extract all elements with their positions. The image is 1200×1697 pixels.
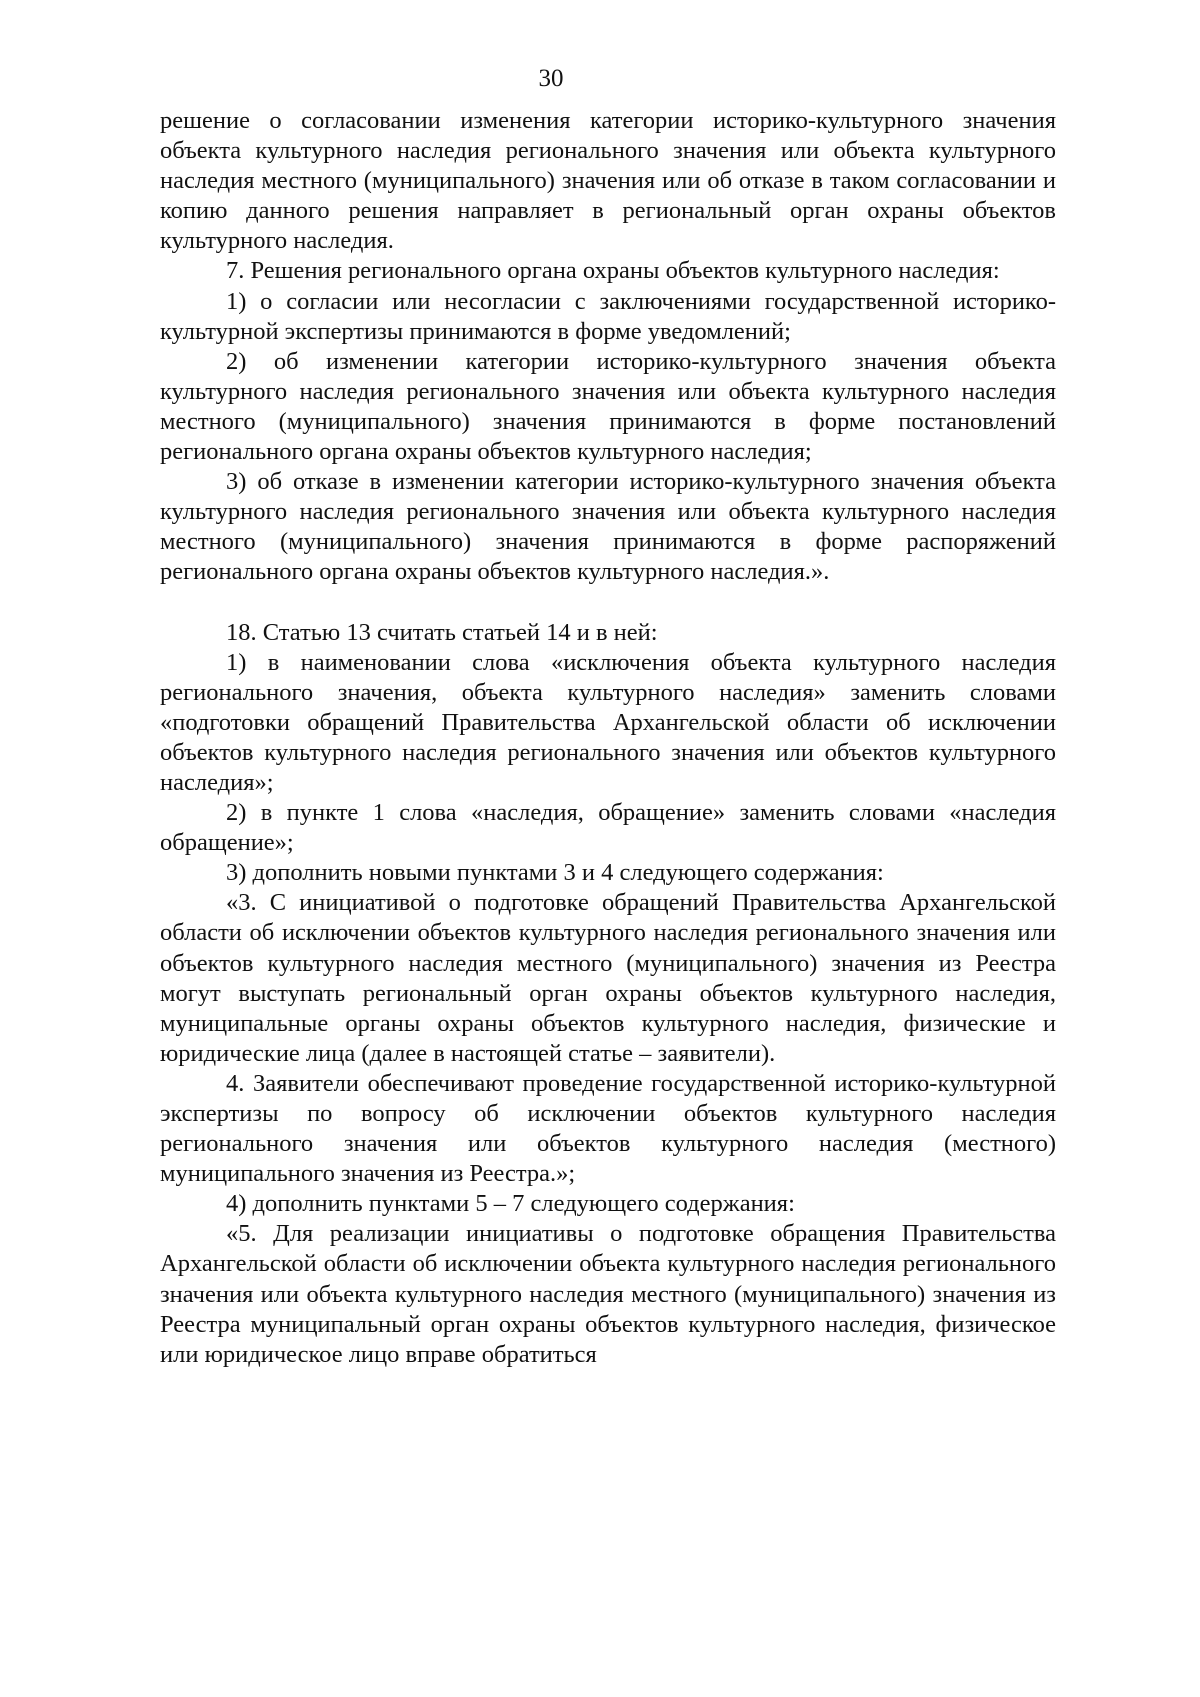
paragraph-item-18: 18. Статью 13 считать статьей 14 и в ней: bbox=[226, 618, 658, 646]
paragraph-item-18-sub-1: 1) в наименовании слова «исключения объекта культурного наследия регионального значения, объекта культурного наследия» заменить словами «подготовки обращений Правительства Архангельской области об исключении объектов культурного наследия регионального значения или объектов культурного наследия»; bbox=[160, 648, 1056, 796]
paragraph-item-18-sub-4: 4) дополнить пунктами 5 – 7 следующего содержания: bbox=[226, 1190, 795, 1218]
paragraph-subitem-1: 1) о согласии или несогласии с заключениями государственной историко-культурной экспертизы принимаются в форме уведомлений; bbox=[160, 287, 1056, 345]
paragraph-continuation: решение о согласовании изменения категории историко-культурного значения объекта культурного наследия регионального значения или объекта культурного наследия местного (муниципального) значения или об отказе в таком согласовании и копию данного решения направляет в региональный орган охраны объектов культурного наследия. bbox=[160, 107, 1056, 255]
paragraph-new-point-4: 4. Заявители обеспечивают проведение государственной историко-культурной экспертизы по вопросу об исключении объектов культурного наследия регионального значения или объектов культурного наследия (местного) муниципального значения из Реестра.»; bbox=[160, 1069, 1056, 1188]
page-number: 30 bbox=[538, 65, 564, 92]
paragraph-new-point-3: «3. С инициативой о подготовке обращений Правительства Архангельской области об исключении объектов культурного наследия регионального значения или объектов культурного наследия местного (муниципального) значения из Реестра могут выступать региональный орган охраны объектов культурного наследия, муниципальные органы охраны объектов культурного наследия, физические и юридические лица (далее в настоящей статье – заявители). bbox=[160, 889, 1056, 1067]
paragraph-subitem-3: 3) об отказе в изменении категории историко-культурного значения объекта культурного наследия регионального значения или объекта культурного наследия местного (муниципального) значения принимаются в форме распоряжений регионального органа охраны объектов культурного наследия.». bbox=[160, 468, 1056, 586]
paragraph-subitem-2: 2) об изменении категории историко-культурного значения объекта культурного наследия регионального значения или объекта культурного наследия местного (муниципального) значения принимаются в форме постановлений регионального органа охраны объектов культурного наследия; bbox=[160, 347, 1056, 466]
paragraph-item-7: 7. Решения регионального органа охраны объектов культурного наследия: bbox=[226, 257, 1000, 285]
paragraph-new-point-5: «5. Для реализации инициативы о подготовке обращения Правительства Архангельской области об исключении объекта культурного наследия регионального значения или объекта культурного наследия местного (муниципального) значения из Реестра муниципальный орган охраны объектов культурного наследия, физическое или юридическое лицо вправе обратиться bbox=[160, 1220, 1056, 1368]
paragraph-item-18-sub-3: 3) дополнить новыми пунктами 3 и 4 следующего содержания: bbox=[226, 859, 884, 887]
document-body bbox=[160, 106, 1056, 1370]
paragraph-item-18-sub-2: 2) в пункте 1 слова «наследия, обращение» заменить словами «наследия обращение»; bbox=[160, 799, 1056, 857]
